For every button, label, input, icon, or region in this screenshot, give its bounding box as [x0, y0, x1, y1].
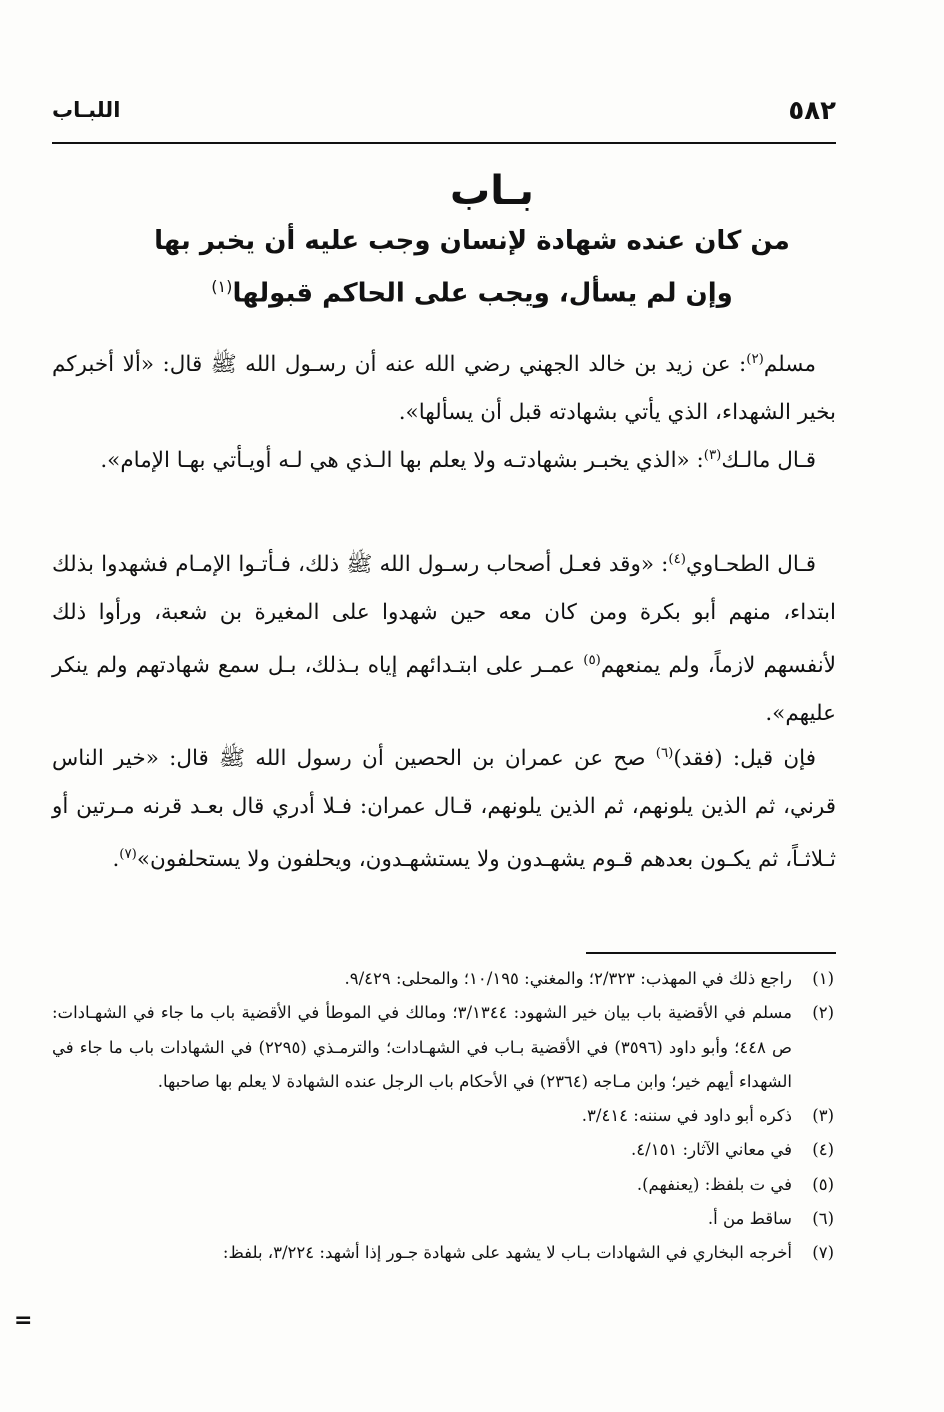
- footnote-item: [52, 996, 834, 1099]
- paragraph-text: قـال الطحـاوي: [685, 552, 816, 578]
- footnote-number: (٢): [812, 1003, 834, 1023]
- footnote-text: راجع ذلك في المهذب: ٢/٣٢٣؛ والمغني: ١٠/١٩٥؛ والمحلى: ٩/٤٢٩.: [344, 969, 792, 988]
- footnote-ref: (٢): [746, 352, 764, 367]
- paragraph-text: فإن قيل: (فقد): [673, 746, 816, 772]
- paragraph-text: مسلم: [763, 352, 816, 378]
- paragraph-objection: [52, 730, 836, 884]
- footnote-ref: (٧): [119, 847, 137, 863]
- footnote-text: في ت بلفظ: (يعنفهم).: [636, 1174, 792, 1194]
- footnote-text: أخرجه البخاري في الشهادات بـاب لا يشهد على شهادة جـور إذا أشهد: ٣/٢٢٤، بلفظ:: [222, 1243, 792, 1263]
- running-header: [52, 96, 836, 136]
- chapter-label: بـاب: [450, 168, 534, 214]
- footnotes-list: [52, 962, 834, 1271]
- paragraph-text: : «وقد فعـل أصحاب رسـول الله ﷺ ذلك، فـأتـوا الإمـام فشهدوا بذلك ابتداء، منهم أبو بكرة ومن كان معه حين شهدوا على المغيرة بن شعبة، ورأوا ذلك لأنفسهم لازماً، ولم يمنعهم: [52, 552, 836, 679]
- paragraph-text: : عن زيد بن خالد الجهني رضي الله عنه أن رسـول الله ﷺ قال: «ألا أخبركم بخير الشهداء، الذي يأتي بشهادته قبل أن يسألها».: [52, 352, 836, 426]
- footnote-ref: (٥): [583, 653, 601, 669]
- chapter-title-line-2-text: وإن لم يسأل، ويجب على الحاكم قبولها: [232, 278, 733, 309]
- footnote-ref: (٣): [703, 448, 722, 463]
- footnote-item: [52, 1099, 834, 1133]
- footnote-item: [52, 1168, 834, 1202]
- continuation-mark: =: [14, 1308, 33, 1333]
- footnote-separator: [586, 952, 836, 954]
- footnote-text: في معاني الآثار: ٤/١٥١.: [631, 1140, 792, 1160]
- footnote-ref: (٦): [655, 746, 674, 761]
- paragraph-malik: [52, 432, 836, 485]
- footnote-text: ذكره أبو داود في سننه: ٣/٤١٤.: [581, 1106, 792, 1126]
- chapter-title-line-1: من كان عنده شهادة لإنسان وجب عليه أن يخبر بها: [154, 226, 790, 256]
- chapter-title-line-2: [150, 277, 794, 309]
- footnote-number: (٦): [812, 1209, 834, 1229]
- footnote-item: [52, 1202, 834, 1236]
- book-title: اللبـاب: [52, 98, 121, 122]
- chapter-title-footnote-ref: (١): [211, 277, 233, 296]
- header-rule: [52, 142, 836, 144]
- footnote-number: (٤): [812, 1140, 834, 1160]
- footnote-text: مسلم في الأقضية باب بيان خير الشهود: ٣/١٣٤٤؛ ومالك في الموطأ في الأقضية باب ما جاء في الشهـادات: ص ٤٤٨؛ وأبو داود (٣٥٩٦) في الأقضية بـاب في الشهـادات؛ والترمـذي (٢٢٩٥) في الشهادات باب ما جاء في الشهداء أيهم خير؛ وابن مـاجه (٢٣٦٤) في الأحكام باب الرجل عنده الشهادة لا يعلم بها صاحبها.: [52, 1003, 793, 1091]
- paragraph-text: .: [112, 847, 120, 873]
- footnote-ref: (٤): [668, 552, 686, 567]
- footnote-item: [52, 1133, 834, 1167]
- footnote-item: [52, 962, 834, 996]
- page-number: ٥٨٢: [788, 96, 836, 126]
- paragraph-muslim: [52, 336, 836, 437]
- footnote-text: ساقط من أ.: [707, 1209, 792, 1229]
- paragraph-tahawi: [52, 536, 836, 738]
- footnote-number: (٧): [812, 1243, 834, 1263]
- footnote-number: (٣): [812, 1106, 834, 1126]
- footnote-number: (١): [812, 969, 834, 988]
- footnote-number: (٥): [812, 1174, 834, 1194]
- paragraph-text: عمـر على ابتـدائهم إياه بـذلك، بـل سمع شهادتهم ولم ينكر عليهم».: [52, 653, 836, 727]
- paragraph-text: : «الذي يخبـر بشهادتـه ولا يعلم بها الـذي هي لـه أويـأتي بهـا الإمام».: [100, 448, 704, 474]
- footnote-item: [52, 1236, 834, 1270]
- paragraph-text: قـال مالـك: [721, 448, 816, 474]
- paragraph-text: صح عن عمران بن الحصين أن رسول الله ﷺ قال: «خير الناس قرني، ثم الذين يلونهم، ثم الذين يلونهم، قـال عمران: فـلا أدري قال بعـد قرنه مـرتين أو ثـلاثـاً، ثم يكـون بعدهم قـوم يشهـدون ولا يستشهـدون، ويحلفون ولا يستحلفون»: [52, 746, 836, 873]
